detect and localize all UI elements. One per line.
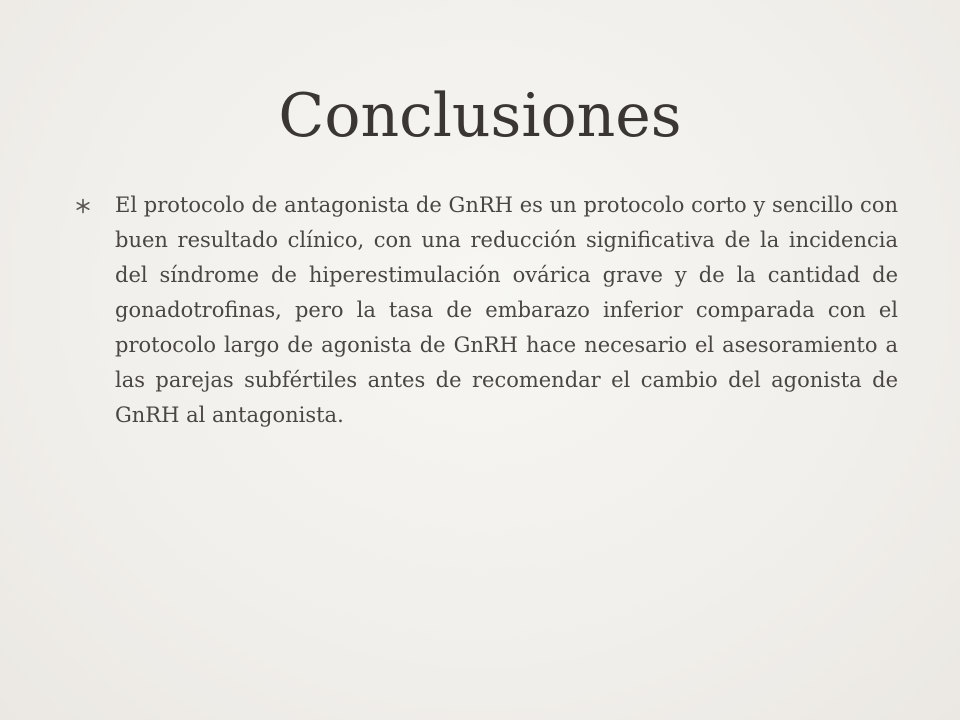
slide-title: Conclusiones xyxy=(278,81,682,151)
bullet-text: El protocolo de antagonista de GnRH es un protocolo corto y sencillo con buen resultado clínico, con una reducción significativa de la incidencia del síndrome de hiperestimulación ovárica grave y de la cantidad de gonadotrofinas, pero la tasa de embarazo inferior comparada con el protocolo largo de agonista de GnRH hace necesario el asesoramiento a las parejas subfértiles antes de recomendar el cambio del agonista de GnRH al antagonista. xyxy=(115,193,898,427)
star-bullet-icon xyxy=(70,193,96,219)
star-bullet-icon-svg xyxy=(75,198,91,214)
